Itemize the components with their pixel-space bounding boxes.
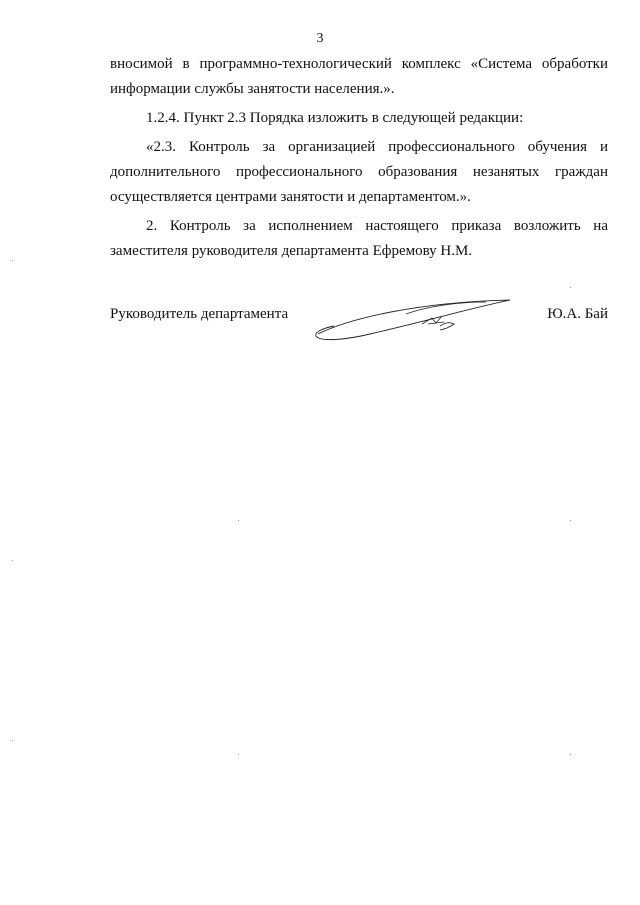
handwritten-signature (310, 296, 520, 348)
paragraph-item-2-3-quote: «2.3. Контроль за организацией профессионального обучения и дополнительного профессионального образования незанятых граждан осуществляется центрами занятости и департаментом.». (110, 139, 608, 205)
page-number: 3 (316, 31, 324, 46)
paragraph-item-2-control: 2. Контроль за исполнением настоящего приказа возложить на заместителя руководителя департамента Ефремову Н.М. (110, 218, 608, 259)
document-body (110, 52, 608, 268)
signatory-title: Руководитель департамента (110, 306, 289, 322)
scan-speck (570, 287, 571, 288)
scan-speck (570, 754, 571, 755)
signature-block (110, 302, 608, 352)
scan-speck (12, 740, 13, 741)
paragraph-item-1-2-4: 1.2.4. Пункт 2.3 Порядка изложить в следующей редакции: (146, 110, 524, 126)
scan-speck (570, 520, 571, 521)
signatory-name: Ю.А. Бай (547, 306, 608, 322)
scan-speck (12, 560, 13, 561)
scan-speck (12, 260, 13, 261)
scan-speck (238, 754, 239, 755)
scan-speck (238, 520, 239, 521)
paragraph-continuation: вносимой в программно-технологический комплекс «Система обработки информации службы занятости населения.». (110, 56, 608, 97)
